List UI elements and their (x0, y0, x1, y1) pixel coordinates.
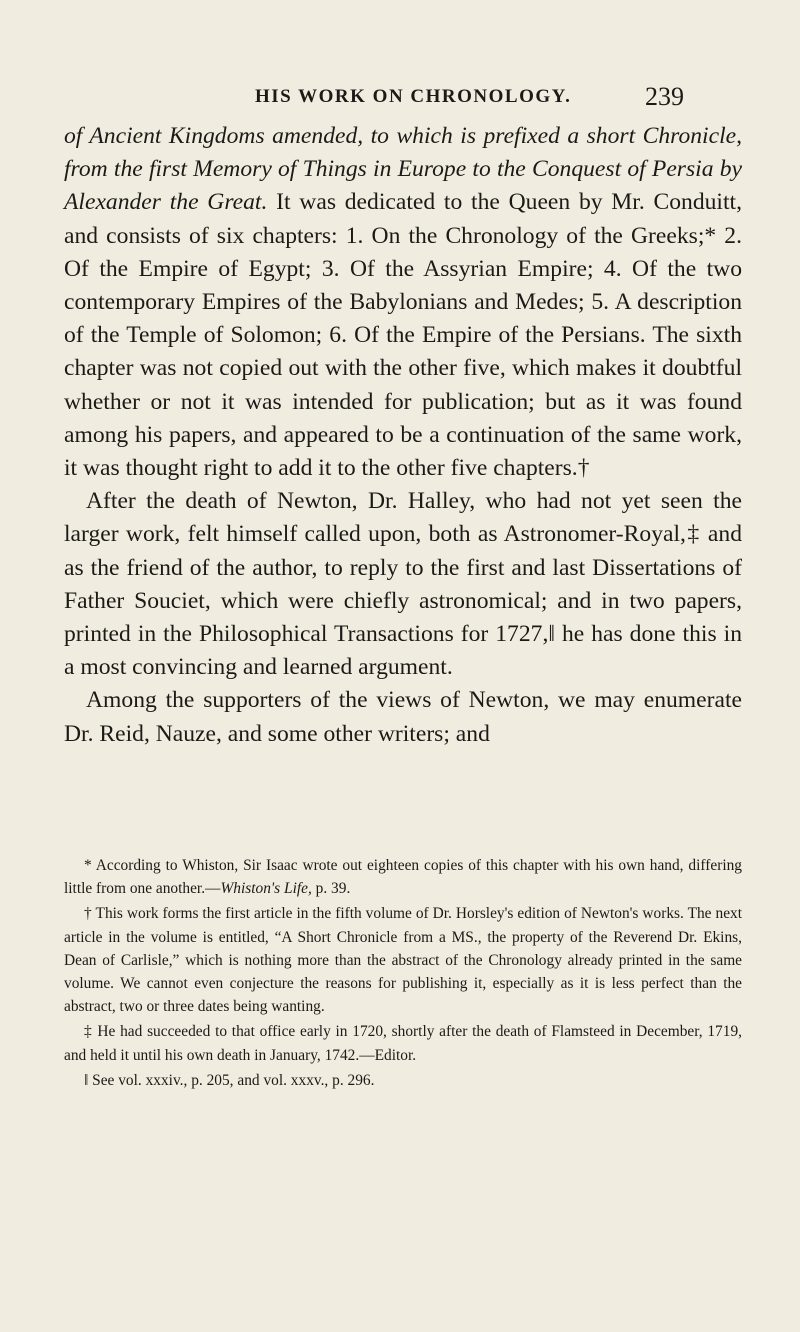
paragraph-1-text: It was dedicated to the Queen by Mr. Conduitt, and consists of six chapters: 1. On the Chronology of the Greeks;* 2. Of the Empire of Egypt; 3. Of the Assyrian Empire; 4. Of the two contemporary Empires of the Babylonians and Medes; 5. A description of the Temple of Solomon; 6. Of the Empire of the Persians. The sixth chapter was not copied out with the other five, which makes it doubtful whether or not it was intended for publication; but as it was found among his papers, and appeared to be a continuation of the same work, it was thought right to add it to the other five chapters.† (64, 189, 742, 482)
paragraph-2: After the death of Newton, Dr. Halley, who had not yet seen the larger work, felt himself called upon, both as Astronomer-Royal,‡ and as the friend of the author, to reply to the first and last Dissertations of Father Souciet, which were chiefly astronomical; and in two papers, printed in the Philosophical Transactions for 1727,‖ he has done this in a most convincing and learned argument. (64, 488, 742, 681)
book-title-italic: of Ancient Kingdoms amended, to which is prefixed a short Chronicle, from the first Memory of Things in Europe to the Conquest of Persia by Alexander the Great. (64, 123, 742, 216)
page-header (0, 80, 800, 114)
footnote-3: ‡ He had succeeded to that office early in 1720, shortly after the death of Flamsteed in December, 1719, and held it until his own death in January, 1742.—Editor. (64, 1023, 742, 1064)
footnote-2: † This work forms the first article in the fifth volume of Dr. Horsley's edition of Newton's works. The next article in the volume is entitled, “A Short Chronicle from a MS., the property of the Reverend Dr. Ekins, Dean of Carlisle,” which is nothing more than the abstract of the Chronology already printed in the same volume. We cannot even conjecture the reasons for publishing it, especially as it is less perfect than the abstract, two or three dates being wanting. (64, 905, 742, 1016)
footnote-1-tail: p. 39. (311, 880, 351, 898)
page-number: 239 (645, 82, 684, 111)
footnotes (64, 854, 742, 1094)
running-head: HIS WORK ON CHRONOLOGY. (255, 86, 572, 107)
footnote-4: ‖ See vol. xxxiv., p. 205, and vol. xxxv., p. 296. (84, 1071, 375, 1089)
footnote-1 (64, 854, 742, 900)
paragraph-1 (64, 120, 742, 485)
footnote-1-citation: Whiston's Life, (220, 880, 312, 898)
main-text (64, 120, 742, 751)
paragraph-3: Among the supporters of the views of Newton, we may enumerate Dr. Reid, Nauze, and some other writers; and (64, 687, 742, 747)
footnote-1-text: * According to Whiston, Sir Isaac wrote out eighteen copies of this chapter with his own hand, differing little from one another.— (64, 857, 742, 898)
